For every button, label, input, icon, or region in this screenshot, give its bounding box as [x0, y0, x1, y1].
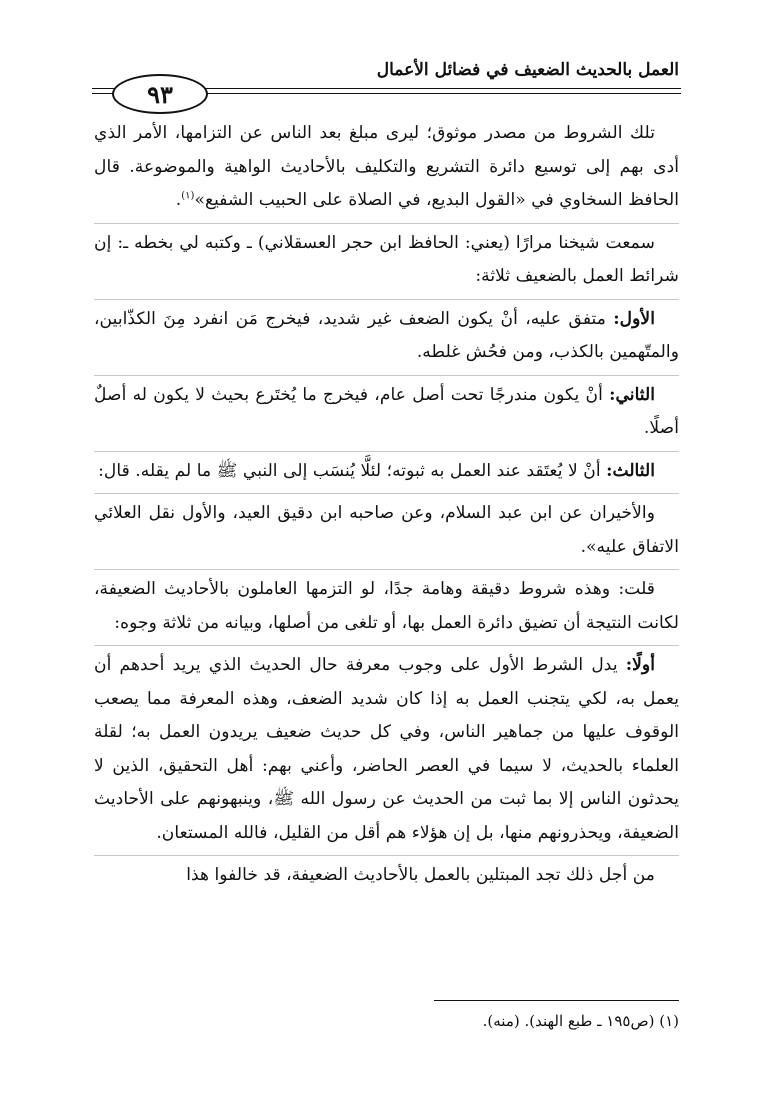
paragraph-text: تلك الشروط من مصدر موثوق؛ ليرى مبلغ بعد الناس عن التزامها، الأمر الذي أدى بهم إلى توسيع دائرة التشريع والتكليف بالأحاديث الواهية والموضوعة. قال الحافظ السخاوي في «القول البديع، في الصلاة على الحبيب الشفيع» [94, 123, 679, 210]
paragraph-1 [94, 114, 679, 223]
paragraph-text: من أجل ذلك تجد المبتلين بالعمل بالأحاديث الضعيفة، قد خالفوا هذا [186, 865, 655, 885]
paragraph-text: والأخيران عن ابن عبد السلام، وعن صاحبه ابن دقيق العيد، والأول نقل العلائي الاتفاق عليه». [94, 503, 679, 557]
paragraph-4 [94, 375, 679, 451]
paragraph-9 [94, 855, 679, 898]
paragraph-text: أنْ يكون مندرجًا تحت أصل عام، فيخرج ما يُختَرع بحيث لا يكون له أصلٌ أصلًا. [94, 384, 679, 438]
footnote-reference: (١) [181, 190, 195, 202]
paragraph-tail: . [175, 190, 182, 210]
paragraph-text: قلت: وهذه شروط دقيقة وهامة جدًا، لو التزمها العاملون بالأحاديث الضعيفة، لكانت النتيجة أن تضيق دائرة العمل بها، أو تلغى من أصلها، وبيانه من ثلاثة وجوه: [94, 579, 679, 633]
footnote: (١) (ص١٩٥ ـ طبع الهند). (منه). [482, 1012, 679, 1030]
paragraph-8 [94, 645, 679, 855]
condition-lead: الثاني: [609, 384, 655, 405]
paragraph-text: يدل الشرط الأول على وجوب معرفة حال الحديث الذي يريد أحدهم أن يعمل به، لكي يتجنب العمل به إذا كان شديد الضعف، وهذه المعرفة مما يصعب الوقوف عليها من جماهير الناس، وفي كل حديث ضعيف يريدون العمل به؛ لقلة العلماء بالحديث، لا سيما في العصر الحاضر، وأعني بهم: أهل التحقيق، الذين لا يحدثون الناس إلا بما ثبت من الحديث عن رسول الله ﷺ، وينبهونهم على الأحاديث الضعيفة، ويحذرونهم منها، بل إن هؤلاء هم أقل من القليل، فالله المستعان. [94, 655, 679, 843]
paragraph-6 [94, 493, 679, 569]
paragraph-text: أنْ لا يُعتَقد عند العمل به ثبوته؛ لئلَّا يُنسَب إلى النبي ﷺ ما لم يقله. قال: [98, 460, 607, 481]
running-header-title: العمل بالحديث الضعيف في فضائل الأعمال [376, 60, 679, 80]
paragraph-5 [94, 451, 679, 494]
page-number: ٩٣ [112, 74, 208, 114]
paragraph-7 [94, 569, 679, 645]
paragraph-text: سمعت شيخنا مرارًا (يعني: الحافظ ابن حجر العسقلاني) ـ وكتبه لي بخطه ـ: إن شرائط العمل بالضعيف ثلاثة: [94, 232, 679, 286]
paragraph-2 [94, 223, 679, 299]
paragraph-3 [94, 299, 679, 375]
point-lead: أولًا: [625, 655, 655, 675]
body-text [94, 114, 679, 898]
paragraph-text: متفق عليه، أنْ يكون الضعف غير شديد، فيخرج مَن انفرد مِنَ الكذّابين، والمتّهمين بالكذب، ومن فحُش غلطه. [94, 308, 679, 362]
footnote-rule [434, 1000, 679, 1001]
condition-lead: الثالث: [606, 460, 655, 481]
condition-lead: الأول: [613, 308, 655, 329]
